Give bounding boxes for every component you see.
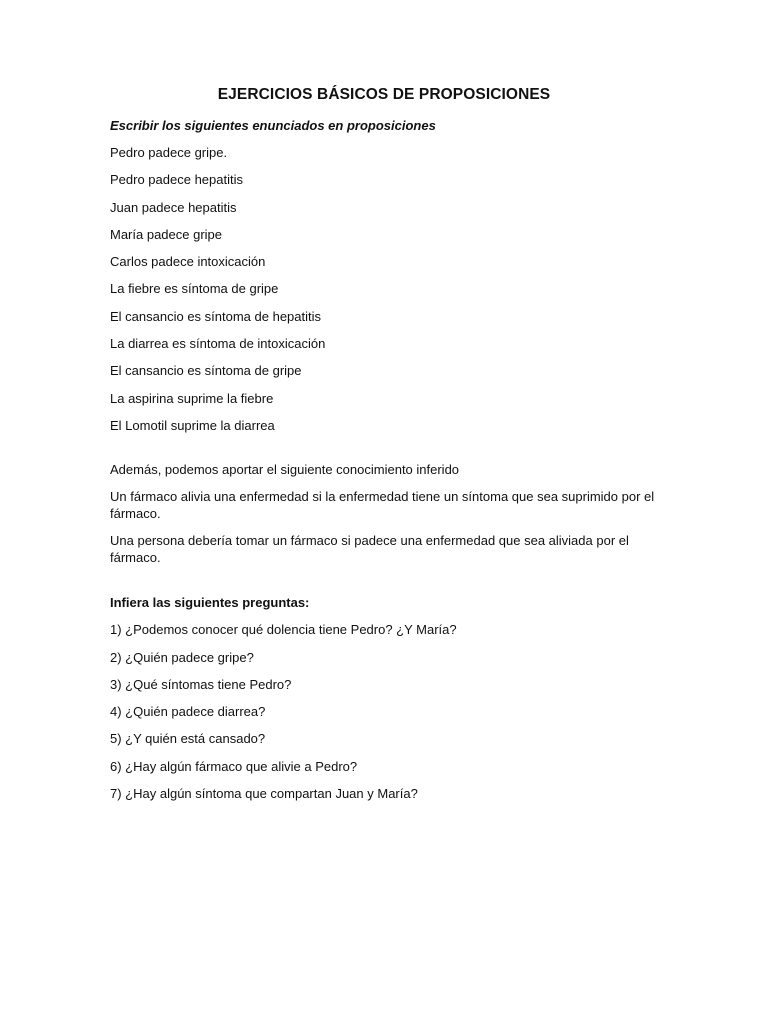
statement-item: La fiebre es síntoma de gripe bbox=[110, 281, 279, 297]
statement-item: Carlos padece intoxicación bbox=[110, 254, 266, 270]
statement-item: La diarrea es síntoma de intoxicación bbox=[110, 336, 326, 352]
question-item: 3) ¿Qué síntomas tiene Pedro? bbox=[110, 676, 292, 692]
statement-item: Juan padece hepatitis bbox=[110, 199, 237, 215]
instructions-subtitle: Escribir los siguientes enunciados en proposiciones bbox=[110, 118, 436, 133]
document-title: EJERCICIOS BÁSICOS DE PROPOSICIONES bbox=[217, 86, 551, 103]
questions-heading: Infiera las siguientes preguntas: bbox=[110, 594, 310, 610]
question-item: 2) ¿Quién padece gripe? bbox=[110, 649, 254, 665]
statement-item: Pedro padece hepatitis bbox=[110, 172, 243, 188]
question-item: 5) ¿Y quién está cansado? bbox=[110, 731, 266, 747]
statement-item: María padece gripe bbox=[110, 226, 223, 242]
statement-item: Pedro padece gripe. bbox=[110, 145, 228, 160]
question-item: 6) ¿Hay algún fármaco que alivie a Pedro? bbox=[110, 758, 358, 774]
questions-section bbox=[110, 594, 670, 802]
inferred-rule: Un fármaco alivia una enfermedad si la enfermedad tiene un síntoma que sea suprimido por el fármaco. bbox=[110, 488, 655, 521]
inferred-intro: Además, podemos aportar el siguiente conocimiento inferido bbox=[110, 461, 460, 477]
statement-item: La aspirina suprime la fiebre bbox=[110, 390, 274, 406]
statement-item: El cansancio es síntoma de hepatitis bbox=[110, 308, 322, 324]
document-body bbox=[110, 117, 670, 812]
inferred-rule: Una persona debería tomar un fármaco si padece una enfermedad que sea aliviada por el fármaco. bbox=[110, 532, 629, 565]
question-item: 1) ¿Podemos conocer qué dolencia tiene Pedro? ¿Y María? bbox=[110, 622, 457, 638]
statement-item: El Lomotil suprime la diarrea bbox=[110, 417, 275, 433]
statement-item: El cansancio es síntoma de gripe bbox=[110, 363, 302, 379]
inferred-knowledge-section bbox=[110, 461, 670, 566]
statements-list bbox=[110, 144, 670, 434]
question-item: 4) ¿Quién padece diarrea? bbox=[110, 704, 266, 720]
question-item: 7) ¿Hay algún síntoma que compartan Juan y María? bbox=[110, 786, 418, 802]
